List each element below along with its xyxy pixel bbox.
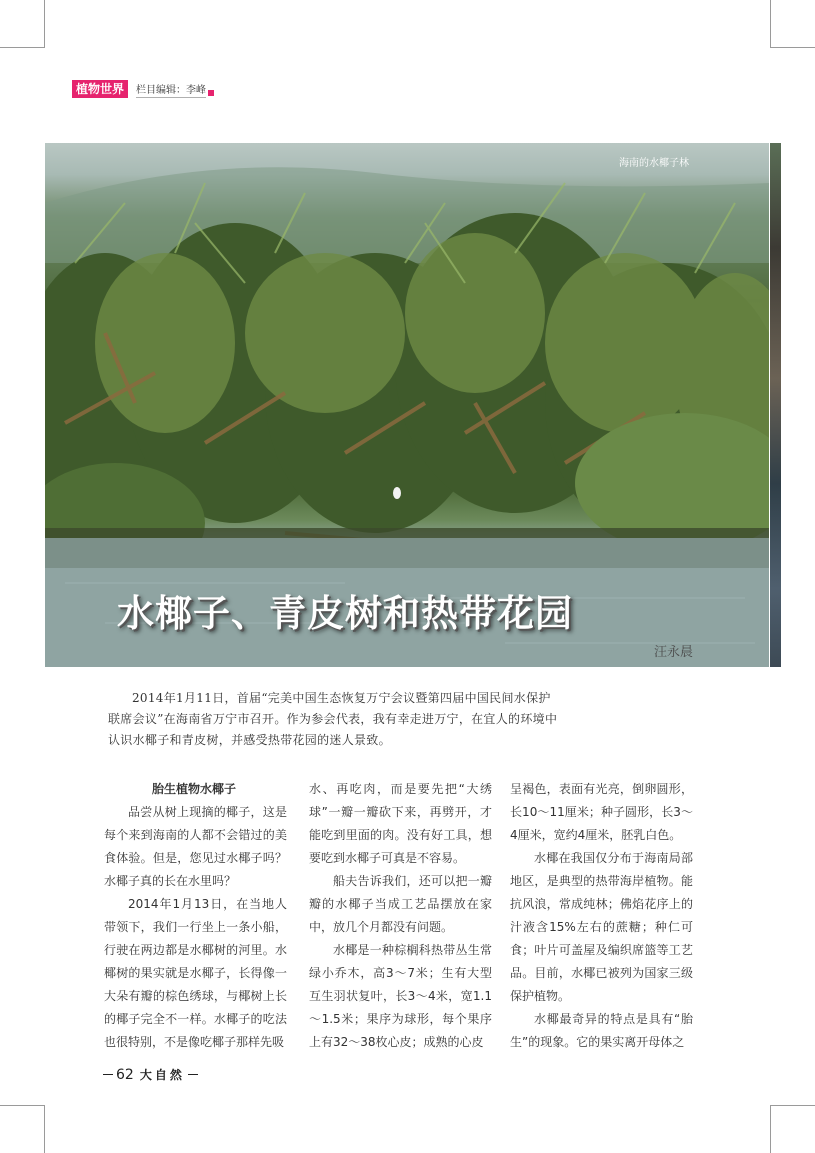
adjacent-photo-edge	[770, 143, 781, 667]
crop-mark	[770, 1105, 771, 1153]
column-1	[104, 778, 287, 1054]
column-2	[309, 778, 492, 1054]
article-intro: 2014年1月11日，首届“完美中国生态恢复万宁会议暨第四届中国民间水保护联席会议”在海南省万宁市召开。作为参会代表，我有幸走进万宁，在宜人的环境中认识水椰子和青皮树，并感受热带花园的迷人景致。	[108, 691, 558, 747]
article-title: 水椰子、青皮树和热带花园	[117, 592, 573, 635]
paragraph: 品尝从树上现摘的椰子，这是每个来到海南的人都不会错过的美食体验。但是，您见过水椰子吗？水椰子真的长在水里吗？	[104, 805, 287, 888]
column-editor: 栏目编辑：李峰	[136, 81, 206, 98]
crop-mark	[770, 47, 815, 48]
section-subheading: 胎生植物水椰子	[152, 782, 237, 796]
crop-mark	[770, 0, 771, 48]
column-3	[510, 778, 693, 1054]
article-author: 汪永晨	[653, 645, 693, 660]
paragraph: 2014年1月13日，在当地人带领下，我们一行坐上一条小船，行驶在两边都是水椰树的河里。水椰树的果实就是水椰子，长得像一大朵有瓣的棕色绣球，与椰树上长的椰子完全不一样。水椰子的吃法也很特别，不是像吃椰子那样先吸	[104, 897, 287, 1049]
crop-mark	[770, 1105, 815, 1106]
paragraph: 水椰最奇异的特点是具有“胎生”的现象。它的果实离开母体之	[510, 1012, 693, 1049]
paragraph: 呈褐色，表面有光亮，倒卵圆形，长10～11厘米；种子圆形，长3～4厘米，宽约4厘米，胚乳白色。	[510, 782, 693, 842]
section-tag: 植物世界	[72, 80, 128, 98]
magazine-name: 大自然	[139, 1068, 185, 1082]
paragraph: 水、再吃肉，而是要先把“大绣球”一瓣一瓣砍下来，再劈开，才能吃到里面的肉。没有好工具，想要吃到水椰子可真是不容易。	[309, 782, 492, 865]
page-footer	[100, 1066, 201, 1083]
photo-caption: 海南的水椰子林	[619, 158, 689, 169]
section-header	[72, 80, 214, 98]
page-number: 62	[116, 1066, 134, 1083]
decor-square	[208, 90, 214, 96]
hero-photo	[45, 143, 769, 667]
paragraph: 水椰在我国仅分布于海南局部地区，是典型的热带海岸植物。能抗风浪，常成纯林；佛焰花序上的汁液含15%左右的蔗糖；种仁可食；叶片可盖屋及编织席篮等工艺品。目前，水椰已被列为国家三级保护植物。	[510, 851, 693, 1003]
paragraph: 水椰是一种棕榈科热带丛生常绿小乔木，高3～7米；生有大型互生羽状复叶，长3～4米，宽1.1～1.5米；果序为球形，每个果序上有32～38枚心皮；成熟的心皮	[309, 943, 492, 1049]
footer-dash	[188, 1074, 198, 1075]
footer-dash	[103, 1074, 113, 1075]
paragraph: 船夫告诉我们，还可以把一瓣瓣的水椰子当成工艺品摆放在家中，放几个月都没有问题。	[309, 874, 492, 934]
crop-mark	[44, 0, 45, 48]
crop-mark	[0, 1105, 45, 1106]
crop-mark	[0, 47, 45, 48]
crop-mark	[44, 1105, 45, 1153]
